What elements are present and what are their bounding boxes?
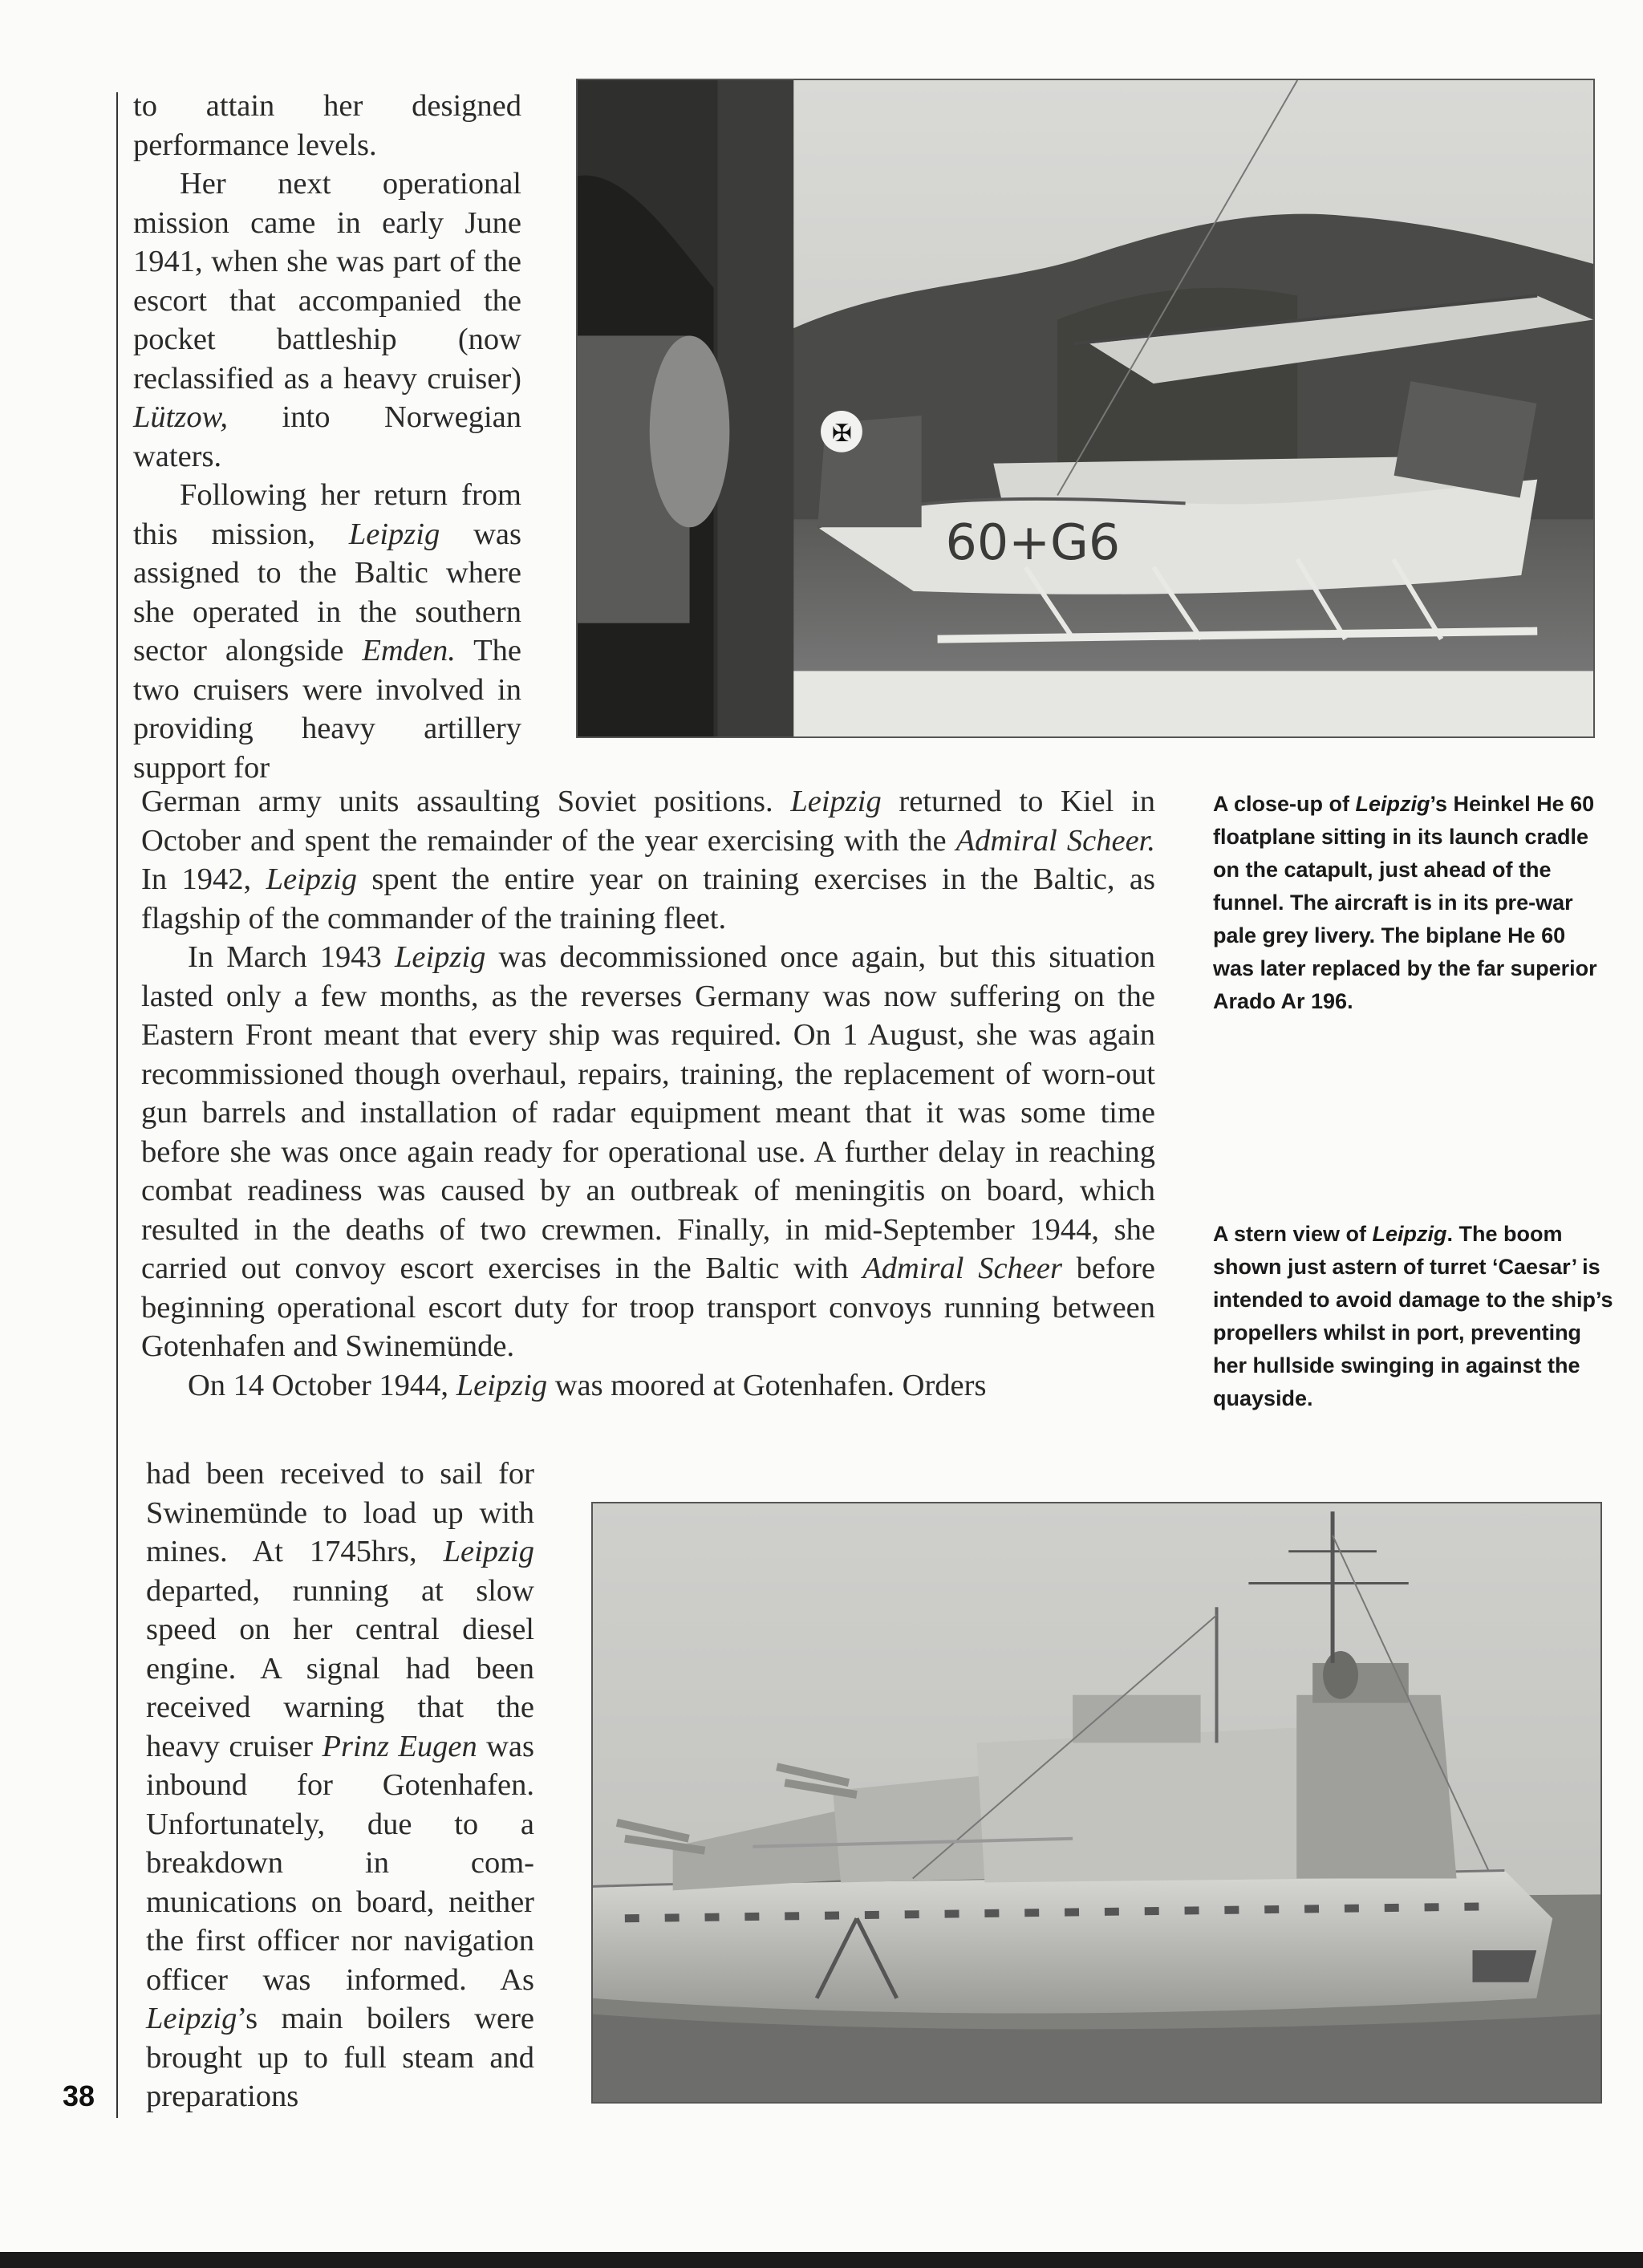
text-run: to attain her designed performance levels. (133, 89, 521, 162)
text-run: Her next operational mission came in early June 1941, when she was part of the escort that accompanied the pocket battleship (now reclassified as a heavy cruiser) (133, 167, 521, 396)
italic-name: Emden. (362, 634, 456, 667)
paragraph (141, 1366, 1155, 1406)
text-run: The two cruisers were involved in providing heavy artillery support for (133, 634, 521, 785)
text-run: Following her return from this mission, (133, 478, 521, 551)
text-run: On 14 October 1944, (188, 1368, 456, 1402)
text-run: had been received to sail for Swinemünde to load up with mines. At 1745hrs, (146, 1457, 534, 1568)
body-text-wide-column (141, 782, 1155, 1405)
text-run: returned to Kiel in October and spent the remainder of the year exercising with the (141, 785, 1155, 858)
italic-name: Admiral Scheer. (955, 823, 1156, 858)
text-run: German army units assaulting Soviet positions. (141, 785, 791, 818)
paragraph (133, 164, 521, 476)
text-run: was assigned to the Baltic where she operated in the southern sector alongside (133, 517, 521, 667)
text-run: . The boom shown just astern of turret ‘Caesar’ is intended to avoid damage to the ship’s propellers whilst in port, preventing her hullside swinging in against the quayside. (1213, 1222, 1613, 1410)
text-run: was inbound for Gotenhafen. Unfortunately, due to a breakdown in com-munications on board, neither the first officer nor navigation officer was informed. As (146, 1729, 534, 1997)
text-run: spent the entire year on training exercises in the Baltic, as flagship of the commander of the training fleet. (141, 862, 1155, 935)
photo-heinkel-floatplane (576, 79, 1595, 738)
page-number: 38 (63, 2079, 95, 2112)
aircraft-marking: 60+G6 (945, 513, 1121, 572)
text-run: before beginning operational escort duty for troop transport convoys running between Gotenhafen and Swinemünde. (141, 1252, 1155, 1363)
svg-text:✠: ✠ (831, 419, 853, 448)
body-text-bottom-column (146, 1455, 534, 2116)
text-run: A close-up of (1213, 792, 1356, 816)
italic-name: Leipzig (266, 862, 357, 896)
text-run: departed, running at slow speed on her central diesel engine. A signal had been received warning that the heavy cruiser (146, 1573, 534, 1763)
italic-name: Leipzig (348, 517, 440, 551)
paragraph (146, 1455, 534, 2116)
italic-name: Leipzig (1355, 792, 1430, 816)
paragraph (133, 476, 521, 787)
italic-name: Leipzig (1372, 1222, 1447, 1246)
italic-name: Leipzig (394, 940, 486, 974)
text-run: ’s Heinkel He 60 floatplane sitting in its launch cradle on the catapult, just ahead of the funnel. The aircraft is in its pre-war pale grey livery. The biplane He 60 was later replaced by the far superior Arado Ar 196. (1213, 792, 1597, 1013)
text-run: In March 1943 (188, 940, 395, 974)
text-run: In 1942, (141, 862, 266, 896)
italic-name: Leipzig (443, 1535, 534, 1568)
floatplane-photo-illustration (578, 80, 1593, 736)
paragraph (141, 782, 1155, 938)
text-run: was decommissioned once again, but this situation lasted only a few months, as the reverses Germany was now suffering on the Eastern Front meant that every ship was required. On 1 August, she was again recommissioned though overhaul, repairs, training, the replacement of worn-out gun barrels and installation of radar equipment meant that it was some time before she was once again ready for operational use. A further delay in reaching combat readiness was caused by an outbreak of meningitis on board, which resulted in the deaths of two crewmen. Finally, in mid-September 1944, she carried out convoy escort exercises in the Baltic with (141, 940, 1155, 1285)
text-run: was moored at Gotenhafen. Orders (547, 1368, 987, 1402)
italic-name: Leipzig (146, 2002, 237, 2035)
italic-name: Prinz Eugen (322, 1729, 477, 1763)
italic-name: Lützow, (133, 400, 229, 434)
italic-name: Admiral Scheer (862, 1252, 1062, 1285)
left-margin-rule (116, 92, 118, 2118)
caption-floatplane (1213, 788, 1598, 1018)
cruiser-photo-illustration (593, 1503, 1600, 2102)
text-run: ’s main boilers were brought up to full steam and preparations (146, 2002, 534, 2113)
paragraph (141, 938, 1155, 1366)
photo-leipzig-stern-view (591, 1502, 1602, 2104)
page-bottom-edge (0, 2252, 1643, 2268)
paragraph (133, 87, 521, 164)
italic-name: Leipzig (456, 1368, 548, 1402)
body-text-top-column (133, 87, 521, 787)
text-run: A stern view of (1213, 1222, 1373, 1246)
italic-name: Leipzig (790, 785, 882, 818)
text-run: into Norwegian waters. (133, 400, 521, 473)
caption-stern-view (1213, 1218, 1614, 1415)
